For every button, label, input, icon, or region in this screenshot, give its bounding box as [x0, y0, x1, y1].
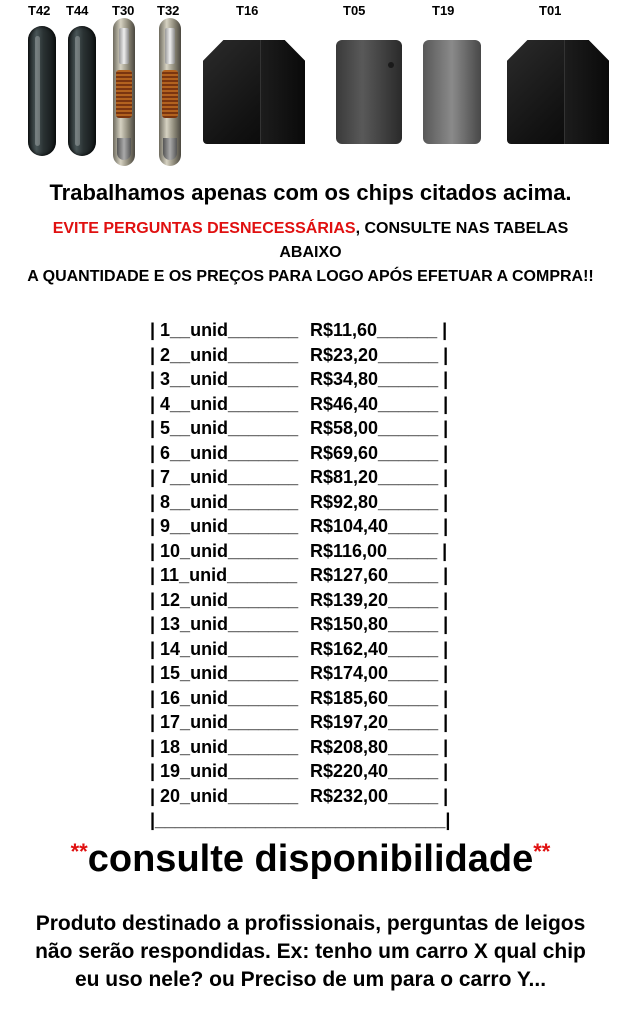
table-row [150, 612, 490, 637]
table-closing-line: |_____________________________| [150, 810, 451, 830]
table-row [150, 465, 490, 490]
price-cell: R$232,00_____ | [310, 785, 449, 806]
price-cell: R$150,80_____ | [310, 614, 449, 634]
table-row [150, 686, 490, 711]
chip-label-t30: T30 [112, 3, 135, 18]
quantity-cell: | 20_unid_______ [150, 785, 299, 806]
price-cell: R$197,20_____ | [310, 712, 449, 732]
quantity-cell: | 1__unid_______ [150, 320, 299, 340]
chip-label-t16: T16 [236, 3, 259, 18]
price-cell: R$220,40_____ | [310, 761, 449, 781]
table-row [150, 735, 490, 760]
consult-text: consulte disponibilidade [87, 838, 534, 880]
table-row [150, 637, 490, 662]
price-cell: R$185,60_____ | [310, 687, 449, 708]
table-row [150, 784, 490, 809]
quantity-cell: | 4__unid_______ [150, 393, 299, 414]
price-cell: R$46,40______ | [310, 393, 449, 414]
notice-block [0, 217, 621, 289]
notice-warning: EVITE PERGUNTAS DESNECESSÁRIAS [52, 220, 356, 237]
carbon-chip-t16-image [203, 40, 305, 144]
price-cell: R$69,60______ | [310, 442, 449, 463]
carbon-chip-t05-image [336, 40, 402, 144]
table-row [150, 588, 490, 613]
price-cell: R$127,60_____ | [310, 565, 449, 585]
asterisk-right: ** [533, 839, 551, 864]
notice-text-1: , CONSULTE NAS TABELAS ABAIXO [279, 220, 569, 261]
price-cell: R$81,20______ | [310, 467, 449, 487]
price-cell: R$174,00_____ | [310, 663, 449, 683]
chip-label-t44: T44 [66, 3, 89, 18]
chip-label-t32: T32 [157, 3, 180, 18]
headline: Trabalhamos apenas com os chips citados acima. [49, 180, 572, 205]
table-row [150, 539, 490, 564]
chip-label-t42: T42 [28, 3, 51, 18]
quantity-cell: | 13_unid_______ [150, 614, 299, 634]
price-cell: R$116,00_____ | [310, 540, 448, 561]
quantity-cell: | 14_unid_______ [150, 638, 299, 659]
chip-label-t19: T19 [432, 3, 455, 18]
table-row [150, 343, 490, 368]
quantity-cell: | 7__unid_______ [150, 467, 299, 487]
carbon-chip-t19-image [423, 40, 481, 144]
price-cell: R$11,60______ | [310, 320, 448, 340]
footer-disclaimer: Produto destinado a profissionais, perguntas de leigos não serão respondidas. Ex: tenho um carro X qual chip eu uso nele? ou Preciso de um para o carro Y... [35, 912, 586, 991]
price-table [150, 318, 490, 833]
quantity-cell: | 17_unid_______ [150, 712, 299, 732]
price-cell: R$92,80______ | [310, 491, 449, 512]
table-row [150, 514, 490, 539]
quantity-cell: | 12_unid_______ [150, 589, 299, 610]
quantity-cell: | 6__unid_______ [150, 442, 299, 463]
price-cell: R$58,00______ | [310, 418, 449, 438]
asterisk-left: ** [70, 839, 88, 864]
quantity-cell: | 9__unid_______ [150, 516, 299, 536]
quantity-cell: | 2__unid_______ [150, 344, 299, 365]
table-row [150, 392, 490, 417]
price-cell: R$104,40_____ | [310, 516, 449, 536]
glass-transponder-t44-image [68, 26, 96, 156]
quantity-cell: | 11_unid_______ [150, 565, 298, 585]
price-cell: R$139,20_____ | [310, 589, 449, 610]
chip-label-t01: T01 [539, 3, 562, 18]
quantity-cell: | 19_unid_______ [150, 761, 299, 781]
quantity-cell: | 8__unid_______ [150, 491, 299, 512]
quantity-cell: | 10_unid_______ [150, 540, 299, 561]
price-cell: R$208,80_____ | [310, 736, 449, 757]
table-row [150, 490, 490, 515]
glass-transponder-t42-image [28, 26, 56, 156]
quantity-cell: | 3__unid_______ [150, 369, 299, 389]
quantity-cell: | 15_unid_______ [150, 663, 299, 683]
consult-availability-banner [0, 838, 621, 881]
table-row [150, 367, 490, 392]
coil-transponder-t30-image [113, 18, 135, 166]
price-cell: R$34,80______ | [310, 369, 449, 389]
price-cell: R$23,20______ | [310, 344, 449, 365]
quantity-cell: | 18_unid_______ [150, 736, 299, 757]
table-row [150, 416, 490, 441]
table-row [150, 710, 490, 735]
notice-text-2: A QUANTIDADE E OS PREÇOS PARA LOGO APÓS EFETUAR A COMPRA!! [27, 268, 594, 285]
table-row [150, 563, 490, 588]
table-row [150, 661, 490, 686]
price-cell: R$162,40_____ | [310, 638, 449, 659]
coil-transponder-t32-image [159, 18, 181, 166]
chip-label-t05: T05 [343, 3, 366, 18]
table-row [150, 318, 490, 343]
quantity-cell: | 16_unid_______ [150, 687, 299, 708]
quantity-cell: | 5__unid_______ [150, 418, 299, 438]
table-row [150, 759, 490, 784]
table-row [150, 441, 490, 466]
carbon-chip-t01-image [507, 40, 609, 144]
